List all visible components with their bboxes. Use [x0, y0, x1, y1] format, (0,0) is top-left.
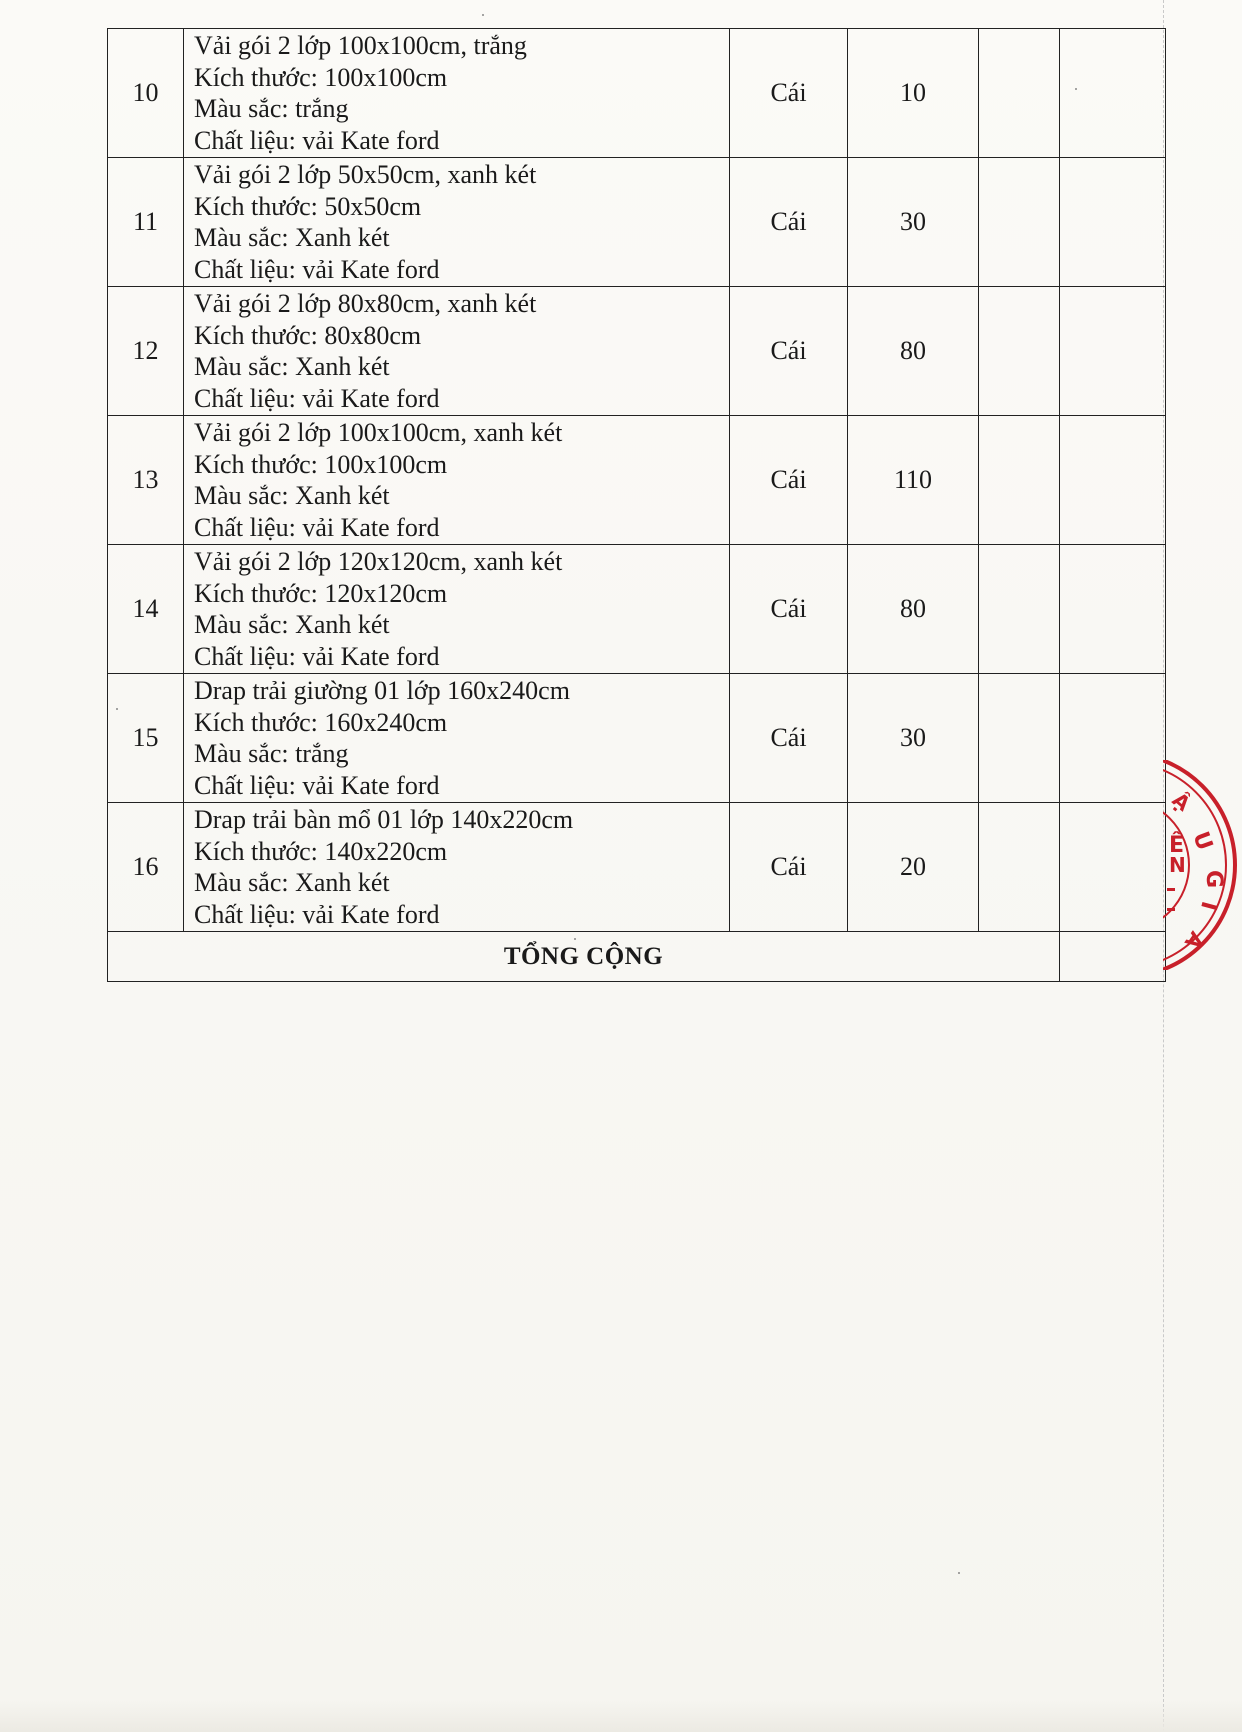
svg-text:I: I: [1195, 898, 1222, 913]
row-number: 15: [108, 674, 184, 803]
item-unit: Cái: [730, 287, 848, 416]
item-name: Vải gói 2 lớp 120x120cm, xanh két: [194, 547, 563, 576]
row-number: 13: [108, 416, 184, 545]
item-quantity: 30: [848, 674, 979, 803]
table-row: [108, 545, 1166, 674]
empty-cell: [979, 416, 1060, 545]
item-description: [184, 29, 730, 158]
item-name: Drap trải giường 01 lớp 160x240cm: [194, 676, 570, 705]
item-material: Chất liệu: vải Kate ford: [194, 512, 440, 542]
item-unit: Cái: [730, 29, 848, 158]
item-material: Chất liệu: vải Kate ford: [194, 383, 440, 413]
item-unit: Cái: [730, 158, 848, 287]
empty-cell: [979, 803, 1060, 932]
item-material: Chất liệu: vải Kate ford: [194, 770, 440, 800]
item-description: [184, 545, 730, 674]
table-row: [108, 674, 1166, 803]
table-row: [108, 158, 1166, 287]
item-name: Drap trải bàn mổ 01 lớp 140x220cm: [194, 805, 574, 834]
svg-text:Ê: Ê: [1169, 833, 1185, 858]
table-row: [108, 29, 1166, 158]
total-row: [108, 932, 1166, 982]
item-name: Vải gói 2 lớp 50x50cm, xanh két: [194, 160, 537, 189]
item-color: Màu sắc: trắng: [194, 739, 349, 768]
svg-text:A: A: [1180, 927, 1209, 954]
item-quantity: 10: [848, 29, 979, 158]
item-size: Kích thước: 140x220cm: [194, 836, 448, 866]
row-number: 12: [108, 287, 184, 416]
empty-cell: [979, 674, 1060, 803]
empty-cell: [979, 29, 1060, 158]
item-description: [184, 158, 730, 287]
item-material: Chất liệu: vải Kate ford: [194, 125, 440, 155]
empty-cell: [979, 158, 1060, 287]
item-description: [184, 287, 730, 416]
svg-text:U: U: [1187, 828, 1217, 854]
item-description: [184, 416, 730, 545]
red-seal-fragment: [1163, 760, 1242, 970]
item-material: Chất liệu: vải Kate ford: [194, 899, 440, 929]
item-quantity: 30: [848, 158, 979, 287]
empty-cell: [979, 545, 1060, 674]
item-description: [184, 803, 730, 932]
row-number: 14: [108, 545, 184, 674]
table-row: [108, 287, 1166, 416]
table-row: [108, 416, 1166, 545]
scan-speck: [482, 14, 484, 16]
item-quantity: 80: [848, 545, 979, 674]
item-color: Màu sắc: Xanh két: [194, 868, 390, 897]
svg-text:Ậ: Ậ: [1167, 787, 1196, 816]
item-color: Màu sắc: Xanh két: [194, 352, 390, 381]
empty-cell: [1060, 158, 1166, 287]
scan-speck: [574, 938, 576, 940]
item-description: [184, 674, 730, 803]
item-color: Màu sắc: Xanh két: [194, 481, 390, 510]
total-value-cell: [1060, 932, 1166, 982]
item-color: Màu sắc: trắng: [194, 94, 349, 123]
item-name: Vải gói 2 lớp 100x100cm, xanh két: [194, 418, 563, 447]
item-color: Màu sắc: Xanh két: [194, 610, 390, 639]
empty-cell: [1060, 287, 1166, 416]
item-unit: Cái: [730, 416, 848, 545]
row-number: 11: [108, 158, 184, 287]
items-table: [107, 28, 1166, 982]
item-unit: Cái: [730, 803, 848, 932]
item-name: Vải gói 2 lớp 100x100cm, trắng: [194, 31, 527, 60]
item-unit: Cái: [730, 545, 848, 674]
item-size: Kích thước: 160x240cm: [194, 707, 448, 737]
empty-cell: [1060, 674, 1166, 803]
empty-cell: [1060, 545, 1166, 674]
item-material: Chất liệu: vải Kate ford: [194, 641, 440, 671]
item-size: Kích thước: 120x120cm: [194, 578, 448, 608]
item-size: Kích thước: 80x80cm: [194, 320, 422, 350]
scan-speck: [958, 1572, 960, 1574]
svg-text:N: N: [1169, 853, 1186, 877]
item-color: Màu sắc: Xanh két: [194, 223, 390, 252]
empty-cell: [979, 287, 1060, 416]
svg-text:G: G: [1201, 870, 1226, 889]
scan-speck: [116, 708, 118, 710]
scan-speck: [1075, 88, 1077, 90]
item-quantity: 110: [848, 416, 979, 545]
item-size: Kích thước: 100x100cm: [194, 62, 448, 92]
empty-cell: [1060, 29, 1166, 158]
empty-cell: [1060, 416, 1166, 545]
item-quantity: 20: [848, 803, 979, 932]
row-number: 10: [108, 29, 184, 158]
item-material: Chất liệu: vải Kate ford: [194, 254, 440, 284]
item-quantity: 80: [848, 287, 979, 416]
total-label: TỔNG CỘNG: [108, 932, 1060, 982]
table-row: [108, 803, 1166, 932]
item-size: Kích thước: 100x100cm: [194, 449, 448, 479]
seal-icon: [1163, 760, 1242, 970]
item-name: Vải gói 2 lớp 80x80cm, xanh két: [194, 289, 537, 318]
empty-cell: [1060, 803, 1166, 932]
item-size: Kích thước: 50x50cm: [194, 191, 422, 221]
scan-bottom-shadow: [0, 1700, 1242, 1732]
items-table-body: [108, 29, 1166, 982]
row-number: 16: [108, 803, 184, 932]
item-unit: Cái: [730, 674, 848, 803]
